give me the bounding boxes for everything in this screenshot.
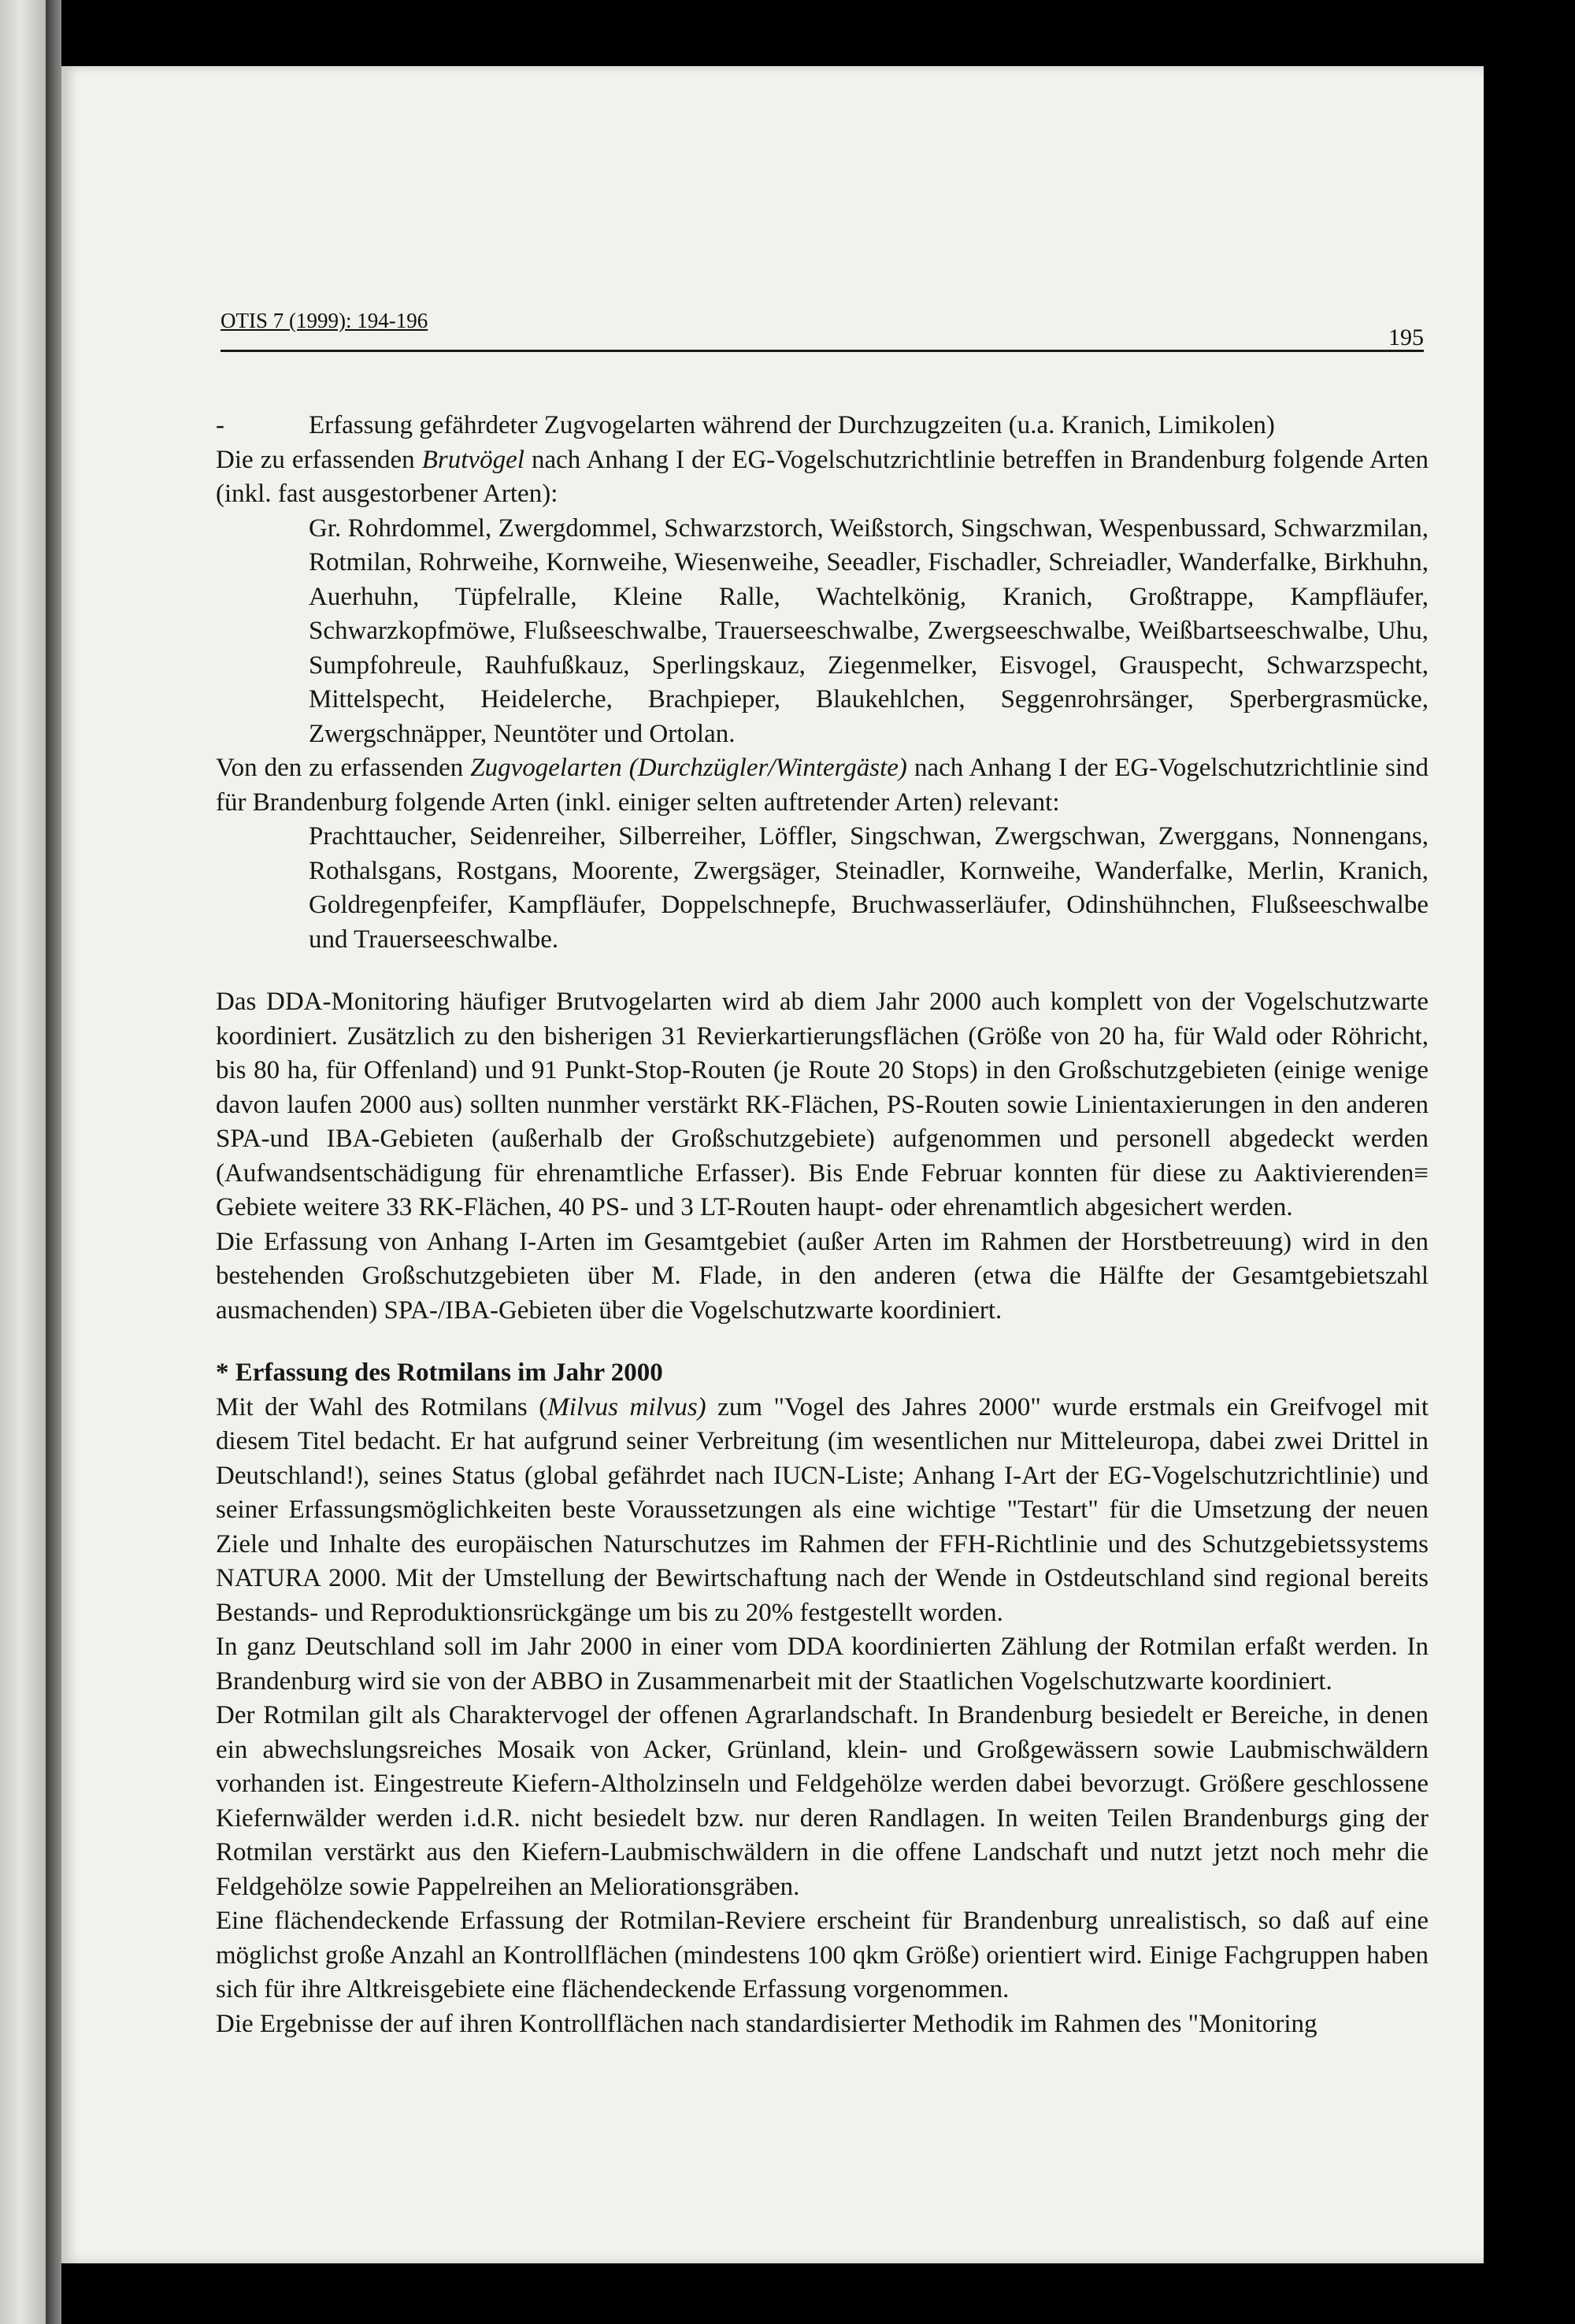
running-header — [220, 304, 1424, 352]
adjacent-page-edge — [0, 0, 46, 2324]
dda-paragraph-2: Die Erfassung von Anhang I-Arten im Gesamtgebiet (außer Arten im Rahmen der Horstbetreuung) wird in den bestehenden Großschutzgebieten über M. Flade, in den anderen (etwa die Hälfte der Gesamtgebietszahl ausmachenden) SPA-/IBA-Gebieten über die Vogelschutzwarte koordiniert. — [216, 1227, 1429, 1325]
migrants-term: Zugvogelarten (Durchzügler/Wintergäste) — [470, 754, 907, 782]
list-item-text: Erfassung gefährdeter Zugvogelarten während der Durchzugzeiten (u.a. Kranich, Limikolen) — [309, 411, 1275, 439]
list-item-migration — [216, 409, 1429, 443]
migrants-intro: Von den zu erfassenden Zugvogelarten (Durchzügler/Wintergäste) nach Anhang I der EG-Vogelschutzrichtlinie sind für Brandenburg folgende Arten (inkl. einiger selten auftretender Arten) relevant: — [216, 754, 1429, 817]
rotmilan-paragraph-4: Eine flächendeckende Erfassung der Rotmilan-Reviere erscheint für Brandenburg unrealistisch, so daß auf eine möglichst große Anzahl an Kontrollflächen (mindestens 100 qkm Größe) orientiert wird. Einige Fachgruppen haben sich für ihre Altkreisgebiete eine flächendeckende Erfassung vorgenommen. — [216, 1907, 1429, 2003]
journal-page — [61, 66, 1484, 2263]
book-gutter-shadow — [46, 0, 61, 2324]
spacer — [216, 1328, 1429, 1356]
rotmilan-paragraph-2: In ganz Deutschland soll im Jahr 2000 in einer vom DDA koordinierten Zählung der Rotmilan erfaßt werden. In Brandenburg wird sie von der ABBO in Zusammenarbeit mit der Staatlichen Vogelschutzwarte koordiniert. — [216, 1633, 1429, 1696]
migrants-species-list: Prachttaucher, Seidenreiher, Silberreiher, Löffler, Singschwan, Zwergschwan, Zwerggans, Nonnengans, Rothalsgans, Rostgans, Moorente, Zwergsäger, Steinadler, Kornweihe, Wanderfalke, Merlin, Kranich, Goldregenpfeifer, Kampfläufer, Doppelschnepfe, Bruchwasserläufer, Odinshühnchen, Flußseeschwalbe und Trauerseeschwalbe. — [309, 822, 1429, 954]
page-number: 195 — [1388, 324, 1424, 350]
breeding-term: Brutvögel — [421, 445, 524, 474]
breeding-intro: Die zu erfassenden Brutvögel nach Anhang I der EG-Vogelschutzrichtlinie betreffen in Brandenburg folgende Arten (inkl. fast ausgestorbener Arten): — [216, 445, 1429, 508]
rotmilan-paragraph-1: Mit der Wahl des Rotmilans (Milvus milvus) zum "Vogel des Jahres 2000" wurde erstmals ein Greifvogel mit diesem Titel bedacht. Er hat aufgrund seiner Verbreitung (im wesentlichen nur Mitteleuropa, dabei zwei Drittel in Deutschland!), seines Status (global gefährdet nach IUCN-Liste; Anhang I-Art der EG-Vogelschutzrichtlinie) und seiner Erfassungsmöglichkeiten beste Voraussetzungen als eine wichtige "Testart" für die Umsetzung der neuen Ziele und Inhalte des europäischen Naturschutzes im Rahmen der FFH-Richtlinie und des Schutzgebietssystems NATURA 2000. Mit der Umstellung der Bewirtschaftung nach der Wende in Ostdeutschland sind regional bereits Bestands- und Reproduktionsrückgänge um bis zu 20% festgestellt worden. — [216, 1392, 1429, 1627]
list-dash: - — [216, 411, 224, 439]
rotmilan-paragraph-5: Die Ergebnisse der auf ihren Kontrollflächen nach standardisierter Methodik im Rahmen des "Monitoring — [216, 2009, 1317, 2038]
rotmilan-paragraph-3: Der Rotmilan gilt als Charaktervogel der offenen Agrarlandschaft. In Brandenburg besiedelt er Bereiche, in denen ein abwechslungsreiches Mosaik von Acker, Grünland, klein- und Großgewässern sowie Laubmischwäldern vorhanden ist. Eingestreute Kiefern-Altholzinseln und Feldgehölze werden dabei bevorzugt. Größere geschlossene Kiefernwälder werden i.d.R. nicht besiedelt bzw. nur deren Randlagen. In weiten Teilen Brandenburgs ging der Rotmilan verstärkt aus den Kiefern-Laubmischwäldern in die offene Landschaft und nutzt jetzt noch mehr die Feldgehölze sowie Pappelreihen an Meliorationsgräben. — [216, 1701, 1429, 1901]
latin-name: Milvus milvus) — [547, 1392, 706, 1421]
dda-paragraph-1: Das DDA-Monitoring häufiger Brutvogelarten wird ab diem Jahr 2000 auch komplett von der Vogelschutzwarte koordiniert. Zusätzlich zu den bisherigen 31 Revierkartierungsflächen (Größe von 20 ha, für Wald oder Röhricht, bis 80 ha, für Offenland) und 91 Punkt-Stop-Routen (je Route 20 Stops) in den Großschutzgebieten (einige wenige davon laufen 2000 aus) sollten nunmher verstärkt RK-Flächen, PS-Routen sowie Linientaxierungen in den anderen SPA-und IBA-Gebieten (außerhalb der Großschutzgebiete) aufgenommen und personell abgedeckt werden (Aufwandsentschädigung für ehrenamtliche Erfasser). Bis Ende Februar konnten für diese zu Aaktivierenden≡ Gebiete weitere 33 RK-Flächen, 40 PS- und 3 LT-Routen haupt- oder ehrenamtlich abgesichert werden. — [216, 988, 1429, 1221]
page-body — [216, 409, 1429, 2041]
section-heading-rotmilan: * Erfassung des Rotmilans im Jahr 2000 — [216, 1358, 663, 1387]
breeding-species-list: Gr. Rohrdommel, Zwergdommel, Schwarzstorch, Weißstorch, Singschwan, Wespenbussard, Schwarzmilan, Rotmilan, Rohrweihe, Kornweihe, Wiesenweihe, Seeadler, Fischadler, Schreiadler, Wanderfalke, Birkhuhn, Auerhuhn, Tüpfelralle, Kleine Ralle, Wachtelkönig, Kranich, Großtrappe, Kampfläufer, Schwarzkopfmöwe, Flußseeschwalbe, Trauerseeschwalbe, Zwergseeschwalbe, Weißbartseeschwalbe, Uhu, Sumpfohreule, Rauhfußkauz, Sperlingskauz, Ziegenmelker, Eisvogel, Grauspecht, Schwarzspecht, Mittelspecht, Heidelerche, Brachpieper, Blaukehlchen, Seggenrohrsänger, Sperbergrasmücke, Zwergschnäpper, Neuntöter und Ortolan. — [309, 513, 1429, 748]
spacer — [216, 957, 1429, 985]
journal-reference: OTIS 7 (1999): 194-196 — [220, 309, 428, 332]
